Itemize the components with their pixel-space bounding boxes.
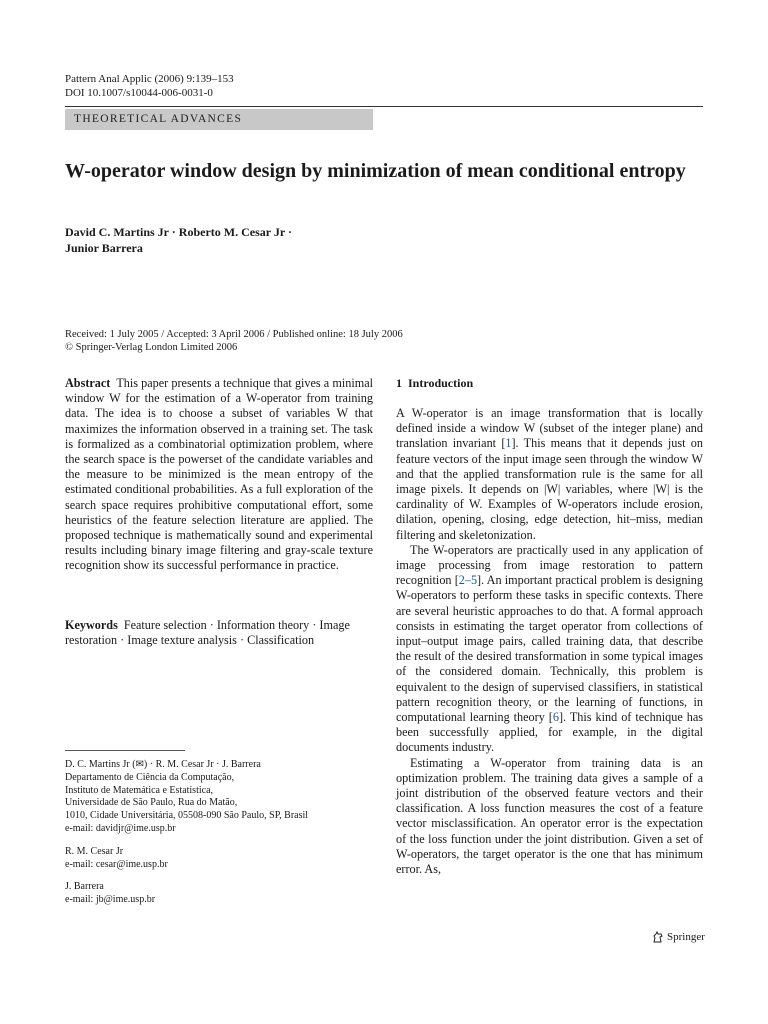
- affiliations: [65, 759, 373, 917]
- citation-link[interactable]: 2–5: [458, 573, 478, 588]
- copyright-notice: © Springer-Verlag London Limited 2006: [65, 342, 238, 353]
- affiliation-block: [65, 846, 373, 872]
- paragraph: The W-operators are practically used in any application of image processing from image restoration to pattern recognition [2–5]. An important practical problem is designing W-operators to perform these tasks in specific contexts. There are several heuristic approaches to do that. A formal approach consists in estimating the target operator from collections of input–output image pairs, called training data, that describe the result of the desired transformation in some typical images of the considered domain. Technically, this problem is equivalent to the design of supervised classifiers, in statistical pattern recognition theory, or the learning of functions, in computational learning theory [6]. This kind of technique has been successfully applied, for example, in the digital documents industry.: [396, 542, 703, 755]
- abstract: [65, 376, 373, 574]
- header-rule: [65, 106, 703, 107]
- introduction-body: [396, 406, 703, 877]
- citation-link[interactable]: 1: [505, 436, 512, 451]
- keywords-text: Feature selection · Information theory · Image restoration · Image texture analysis · Classification: [65, 618, 350, 648]
- paragraph: Estimating a W-operator from training data is an optimization problem. The training data gives a sample of a joint distribution of the observed feature vectors and their classification. A loss function measures the cost of a feature vector misclassification. An operator error is the expectation of the loss function under the joint distribution. Given a set of W-operators, the target operator is the one that has minimum error. As,: [396, 755, 703, 877]
- affiliation-line: R. M. Cesar Jr: [65, 845, 124, 857]
- author-email[interactable]: e-mail: davidjr@ime.usp.br: [65, 822, 176, 834]
- journal-doi: DOI 10.1007/s10044-006-0031-0: [65, 87, 213, 99]
- publisher-name: Springer: [667, 931, 705, 943]
- journal-citation: Pattern Anal Applic (2006) 9:139–153: [65, 73, 234, 85]
- section-label: THEORETICAL ADVANCES: [65, 109, 373, 130]
- section-heading-introduction: [396, 376, 473, 391]
- keywords: [65, 618, 373, 648]
- affiliation-block: [65, 759, 373, 836]
- publisher-mark: [652, 930, 705, 944]
- affiliation-line: Departamento de Ciência da Computação,: [65, 771, 235, 783]
- journal-info: [65, 72, 234, 100]
- footnote-rule: [65, 750, 185, 751]
- publication-dates: [65, 328, 705, 354]
- section-title: Introduction: [408, 376, 474, 390]
- affiliation-line: J. Barrera: [65, 881, 104, 893]
- affiliation-line: Universidade de São Paulo, Rua do Matão,: [65, 797, 238, 809]
- author-email[interactable]: e-mail: jb@ime.usp.br: [65, 894, 156, 906]
- author-email[interactable]: e-mail: cesar@ime.usp.br: [65, 858, 168, 870]
- paragraph: A W-operator is an image transformation that is locally defined inside a window W (subset of the integer plane) and translation invariant [1]. This means that it depends just on feature vectors of the input image seen through the window W and that the applied transformation rule is the same for all image pixels. It depends on |W| variables, where |W| is the cardinality of W. Examples of W-operators include erosion, dilation, opening, closing, edge detection, hit–miss, median filtering and skeletonization.: [396, 406, 703, 542]
- springer-horse-icon: [652, 931, 664, 943]
- abstract-heading: Abstract: [65, 376, 111, 390]
- affiliation-line: Instituto de Matemática e Estatística,: [65, 784, 214, 796]
- affiliation-block: [65, 881, 373, 907]
- author-line: Junior Barrera: [65, 241, 143, 255]
- author-line: David C. Martins Jr · Roberto M. Cesar Jr ·: [65, 225, 292, 239]
- paper-title: W-operator window design by minimization of mean conditional entropy: [65, 160, 686, 182]
- keywords-heading: Keywords: [65, 618, 118, 632]
- citation-link[interactable]: 6: [552, 710, 559, 725]
- affiliation-line: 1010, Cidade Universitária, 05508-090 São Paulo, SP, Brasil: [65, 810, 309, 822]
- affiliation-line: D. C. Martins Jr (✉) · R. M. Cesar Jr · J. Barrera: [65, 759, 261, 770]
- abstract-text: This paper presents a technique that gives a minimal window W for the estimation of a W-operator from training data. The idea is to choose a subset of variables W that maximizes the information observed in a training set. The task is formalized as a combinatorial optimization problem, where the search space is the powerset of the candidate variables and the measure to be minimized is the mean entropy of the estimated conditional probabilities. As a full exploration of the search space requires prohibitive computational effort, some heuristics of the feature selection literature are applied. The proposed technique is mathematically sound and experimental results including binary image filtering and gray-scale texture recognition show its successful performance in practice.: [65, 376, 373, 573]
- received-dates: Received: 1 July 2005 / Accepted: 3 April 2006 / Published online: 18 July 2006: [65, 329, 403, 340]
- author-list: [65, 224, 365, 256]
- section-number: 1: [396, 376, 402, 390]
